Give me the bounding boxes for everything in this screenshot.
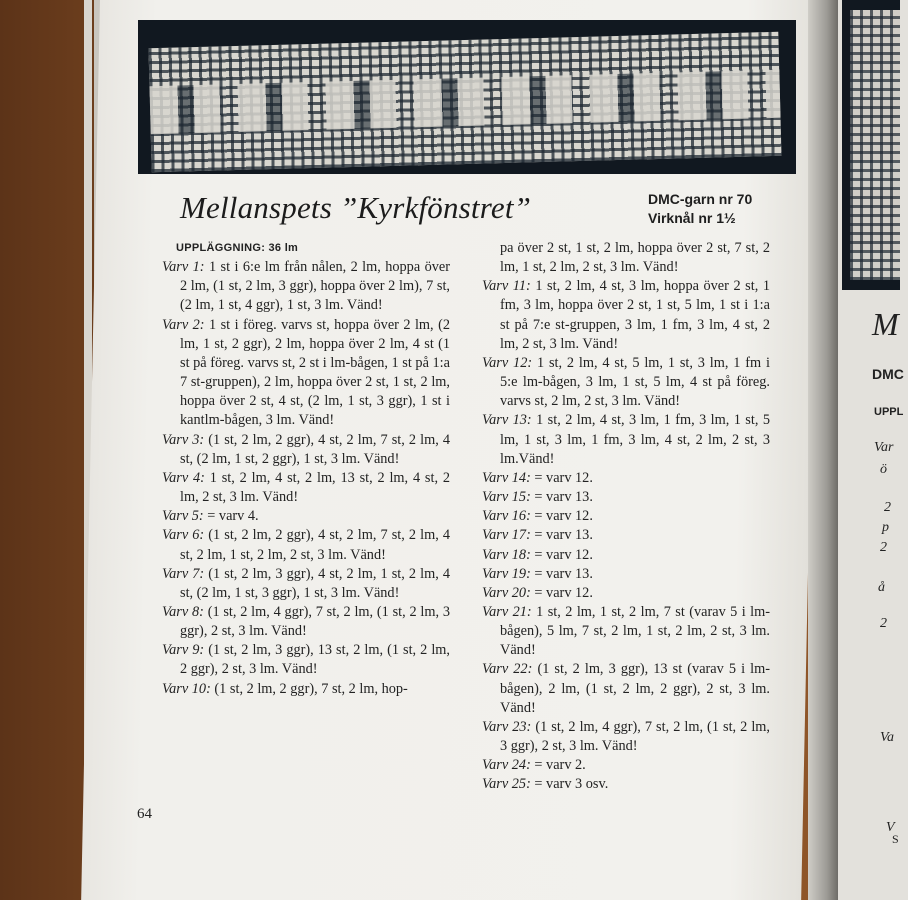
next-page-row-fragment: Va — [880, 730, 894, 745]
row-text: (1 st, 2 lm, 2 ggr), 7 st, 2 lm, hop- — [214, 680, 408, 697]
next-page-heading-fragment: UPPL — [874, 406, 904, 418]
instruction-row — [470, 775, 770, 794]
row-text: = varv 12. — [534, 584, 593, 601]
row-label: Varv 22: — [482, 661, 533, 678]
row-label: Varv 10: — [162, 680, 211, 697]
row-label: Varv 7: — [162, 565, 205, 582]
row-label: Varv 23: — [482, 718, 532, 735]
instruction-row — [150, 680, 450, 699]
row-text: 1 st i 6:e lm från nålen, 2 lm, hoppa över 2 lm, (1 st, 2 lm, 3 ggr), hoppa över 2 lm), 7 st, (2 lm, 1 st, 4 ggr), 1 st, 3 lm. Vänd! — [180, 259, 450, 314]
row-text: = varv 12. — [534, 469, 593, 486]
row-text: (1 st, 2 lm, 3 ggr), 13 st (varav 5 i lm-bågen), 2 lm, (1 st, 2 lm, 2 ggr), 2 st, 3 lm. Vänd! — [500, 661, 771, 716]
row-text: = varv 13. — [534, 489, 593, 506]
row-text: 1 st, 2 lm, 1 st, 2 lm, 7 st (varav 5 i lm-bågen), 5 lm, 7 st, 2 lm, 1 st, 2 lm, 2 st, 3 lm. Vänd! — [500, 603, 770, 659]
row-text: = varv 12. — [534, 546, 593, 563]
row-label: Varv 20: — [482, 584, 531, 601]
foundation-heading: UPPLÄGGNING: 36 lm — [176, 242, 299, 254]
page-number: 64 — [137, 806, 152, 822]
row-text: 1 st, 2 lm, 4 st, 5 lm, 1 st, 3 lm, 1 fm i 5:e lm-bågen, 3 lm, 1 st, 5 lm, 4 st på föreg. varvs st, 2 lm, 2 st, 3 lm. Vänd! — [500, 354, 770, 410]
row-text: = varv 12. — [534, 508, 593, 525]
next-page-row-fragment: 2 — [880, 540, 887, 555]
row-text: (1 st, 2 lm, 4 ggr), 7 st, 2 lm, (1 st, 2 lm, 3 ggr), 2 st, 3 lm. Vänd! — [180, 603, 450, 640]
instruction-row — [150, 641, 450, 679]
row-text: (1 st, 2 lm, 3 ggr), 13 st, 2 lm, (1 st, 2 lm, 2 ggr), 2 st, 3 lm. Vänd! — [180, 642, 450, 678]
row-label: Varv 21: — [482, 603, 532, 620]
row-text: = varv 13. — [534, 527, 593, 544]
row-label: Varv 9: — [162, 642, 205, 659]
row-label: Varv 8: — [162, 603, 204, 620]
row-label: Varv 6: — [162, 527, 205, 544]
row-text: (1 st, 2 lm, 4 ggr), 7 st, 2 lm, (1 st, 2 lm, 3 ggr), 2 st, 3 lm. Vänd! — [500, 718, 770, 755]
row-label: Varv 1: — [162, 259, 205, 276]
instruction-row — [150, 316, 450, 431]
next-page-lace-image — [850, 10, 900, 280]
row-text: = varv 3 osv. — [534, 776, 609, 793]
row-label: Varv 3: — [162, 431, 205, 448]
next-page-row-fragment: ö — [880, 462, 887, 477]
row-label: Varv 24: — [482, 757, 531, 774]
instruction-row — [470, 526, 770, 545]
instruction-row — [470, 469, 770, 488]
book-gutter — [808, 0, 842, 900]
row-text: (1 st, 2 lm, 3 ggr), 4 st, 2 lm, 1 st, 2 lm, 4 st, (2 lm, 1 st, 3 ggr), 1 st, 3 lm. Vänd! — [180, 565, 450, 601]
row-label: Varv 16: — [482, 508, 531, 525]
next-page-row-fragment: p — [882, 520, 889, 535]
next-page-row-fragment: 2 — [880, 616, 887, 631]
row-text: = varv 2. — [534, 757, 586, 774]
next-page-row-fragment: V — [886, 820, 895, 835]
page-title: Mellanspets ”Kyrkfönstret” — [180, 190, 532, 225]
row-continuation: pa över 2 st, 1 st, 2 lm, hoppa över 2 st, 7 st, 2 lm, 1 st, 2 lm, 2 st, 3 lm. Vänd! — [500, 240, 770, 276]
instruction-row — [150, 603, 450, 641]
instruction-row — [470, 277, 770, 354]
next-page-footer-fragment: S — [892, 832, 899, 846]
row-label: Varv 19: — [482, 565, 531, 582]
next-page-row-fragment: Var — [874, 440, 894, 455]
next-page-row-fragment: 2 — [884, 500, 891, 515]
row-label: Varv 25: — [482, 776, 531, 793]
row-label: Varv 17: — [482, 527, 531, 544]
row-label: Varv 15: — [482, 489, 531, 506]
instruction-row — [150, 565, 450, 603]
yarn-info: DMC-garn nr 70 — [648, 191, 753, 207]
instruction-row — [470, 546, 770, 565]
row-text: 1 st, 2 lm, 4 st, 3 lm, 1 fm, 3 lm, 1 st, 5 lm, 1 st, 3 lm, 1 fm, 3 lm, 4 st, 2 lm, 2 st, 3 lm.Vänd! — [500, 412, 770, 467]
next-page-title-fragment: M — [872, 306, 899, 342]
row-label: Varv 11: — [482, 278, 531, 295]
row-label: Varv 4: — [162, 469, 205, 486]
row-text: 1 st i föreg. varvs st, hoppa över 2 lm, (2 lm, 1 st, 2 ggr), 2 lm, hoppa över 2 lm, 4 st (1 st på föreg. varvs st, 2 st i lm-bågen, 1 st på 1:a 7 st-gruppen), 2 lm, hoppa över 2 st, 1 st, 2 lm, hoppa över 2 st, 4 st, (2 lm, 1 st, 3 ggr), 1 st i kantlm-bågen, 3 lm. Vänd! — [180, 316, 450, 429]
row-text: 1 st, 2 lm, 4 st, 3 lm, hoppa över 2 st, 1 fm, 3 lm, hoppa över 2 st, 1 st, 5 lm, 1 st i 1:a st på 7:e st-gruppen, 3 lm, 1 fm, 3 lm, 4 st, 2 lm, 2 st, 3 lm. Vänd! — [500, 278, 770, 352]
row-text: 1 st, 2 lm, 4 st, 2 lm, 13 st, 2 lm, 4 st, 2 lm, 2 st, 3 lm. Vänd! — [180, 469, 450, 506]
instruction-row — [470, 718, 770, 756]
row-text: (1 st, 2 lm, 2 ggr), 4 st, 2 lm, 7 st, 2 lm, 4 st, 2 lm, 1 st, 2 lm, 2 st, 3 lm. Vänd! — [180, 527, 450, 563]
row-text: = varv 13. — [534, 565, 593, 582]
instruction-row — [470, 565, 770, 584]
row-label: Varv 14: — [482, 469, 531, 486]
next-page-row-fragment: å — [878, 580, 885, 595]
hook-info: Virknål nr 1½ — [648, 210, 736, 226]
instruction-row — [470, 411, 770, 468]
instruction-row — [470, 488, 770, 507]
row-label: Varv 12: — [482, 354, 533, 371]
instructions-left-column — [150, 239, 450, 699]
instructions-right-column — [470, 239, 770, 795]
materials-info — [648, 190, 752, 228]
instruction-row — [470, 507, 770, 526]
instruction-row — [470, 756, 770, 775]
lace-pattern-image — [148, 32, 781, 172]
instruction-row — [150, 258, 450, 315]
row-label: Varv 18: — [482, 546, 531, 563]
instruction-row — [150, 469, 450, 507]
row-text: = varv 4. — [207, 508, 259, 525]
instruction-row — [470, 584, 770, 603]
row-label: Varv 5: — [162, 508, 204, 525]
instruction-row — [150, 526, 450, 564]
lace-photo — [138, 20, 796, 174]
instruction-row — [470, 660, 770, 717]
row-label: Varv 2: — [162, 316, 205, 333]
instruction-row — [470, 603, 770, 660]
instruction-row — [150, 431, 450, 469]
instruction-row — [150, 507, 450, 526]
row-text: (1 st, 2 lm, 2 ggr), 4 st, 2 lm, 7 st, 2 lm, 4 st, (2 lm, 1 st, 2 ggr), 1 st, 3 lm. Vänd! — [180, 431, 450, 467]
next-page-meta-fragment: DMC — [872, 366, 904, 382]
instruction-row — [470, 354, 770, 411]
row-label: Varv 13: — [482, 412, 532, 429]
